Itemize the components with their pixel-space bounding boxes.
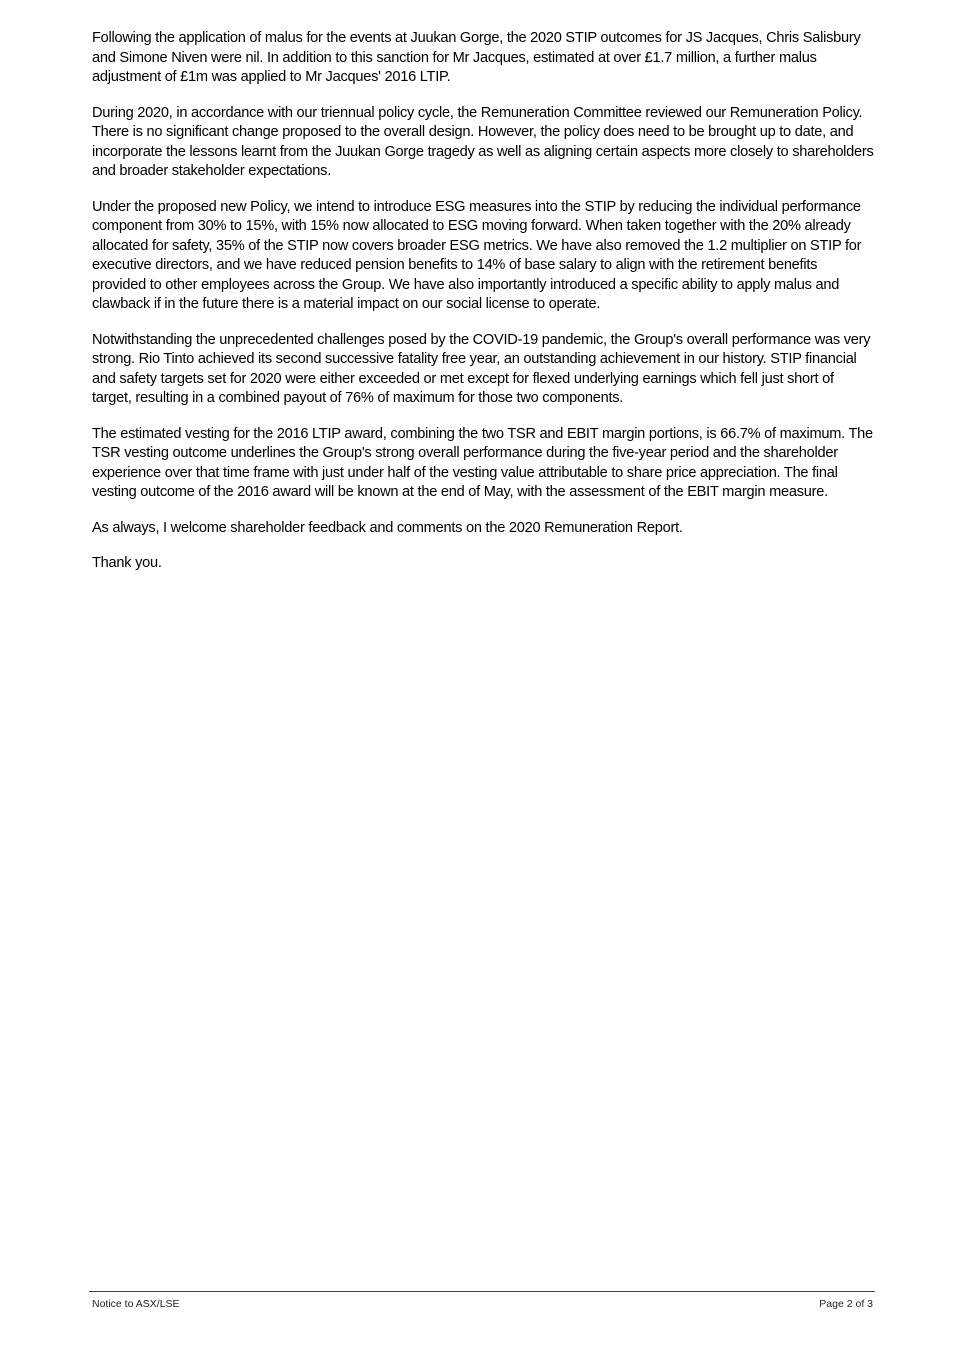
document-body — [92, 29, 874, 590]
paragraph-ltip-vesting: The estimated vesting for the 2016 LTIP award, combining the two TSR and EBIT margin portions, is 66.7% of maximum. The TSR vesting outcome underlines the Group's strong overall performance during the five-year period and the shareholder experience over that time frame with just under half of the vesting value attributable to share price appreciation. The final vesting outcome of the 2016 award will be known at the end of May, with the assessment of the EBIT margin measure. — [92, 425, 873, 500]
paragraph-esg-measures: Under the proposed new Policy, we intend to introduce ESG measures into the STIP by reducing the individual performance component from 30% to 15%, with 15% now allocated to ESG moving forward. When taken together with the 20% already allocated for safety, 35% of the STIP now covers broader ESG metrics. We have also removed the 1.2 multiplier on STIP for executive directors, and we have reduced pension benefits to 14% of base salary to align with the retirement benefits provided to other employees across the Group. We have also importantly introduced a specific ability to apply malus and clawback if in the future there is a material impact on our social license to operate. — [92, 198, 862, 312]
paragraph-policy-review: During 2020, in accordance with our triennual policy cycle, the Remuneration Committee reviewed our Remuneration Policy. There is no significant change proposed to the overall design. However, the policy does need to be brought up to date, and incorporate the lessons learnt from the Juukan Gorge tragedy as well as aligning certain aspects more closely to shareholders and broader stakeholder expectations. — [92, 104, 874, 179]
footer-notice-label: Notice to ASX/LSE — [92, 1298, 180, 1310]
paragraph-feedback: As always, I welcome shareholder feedback and comments on the 2020 Remuneration Report. — [92, 519, 683, 536]
page-footer — [89, 1291, 875, 1310]
paragraph-group-performance: Notwithstanding the unprecedented challenges posed by the COVID-19 pandemic, the Group's overall performance was very strong. Rio Tinto achieved its second successive fatality free year, an outstanding achievement in our history. STIP financial and safety targets set for 2020 were either exceeded or met except for flexed underlying earnings which fell just short of target, resulting in a combined payout of 76% of maximum for those two components. — [92, 331, 871, 406]
footer-page-number: Page 2 of 3 — [819, 1298, 873, 1310]
paragraph-malus-outcomes: Following the application of malus for the events at Juukan Gorge, the 2020 STIP outcomes for JS Jacques, Chris Salisbury and Simone Niven were nil. In addition to this sanction for Mr Jacques, estimated at over £1.7 million, a further malus adjustment of £1m was applied to Mr Jacques' 2016 LTIP. — [92, 30, 861, 85]
paragraph-thank-you: Thank you. — [92, 555, 162, 571]
